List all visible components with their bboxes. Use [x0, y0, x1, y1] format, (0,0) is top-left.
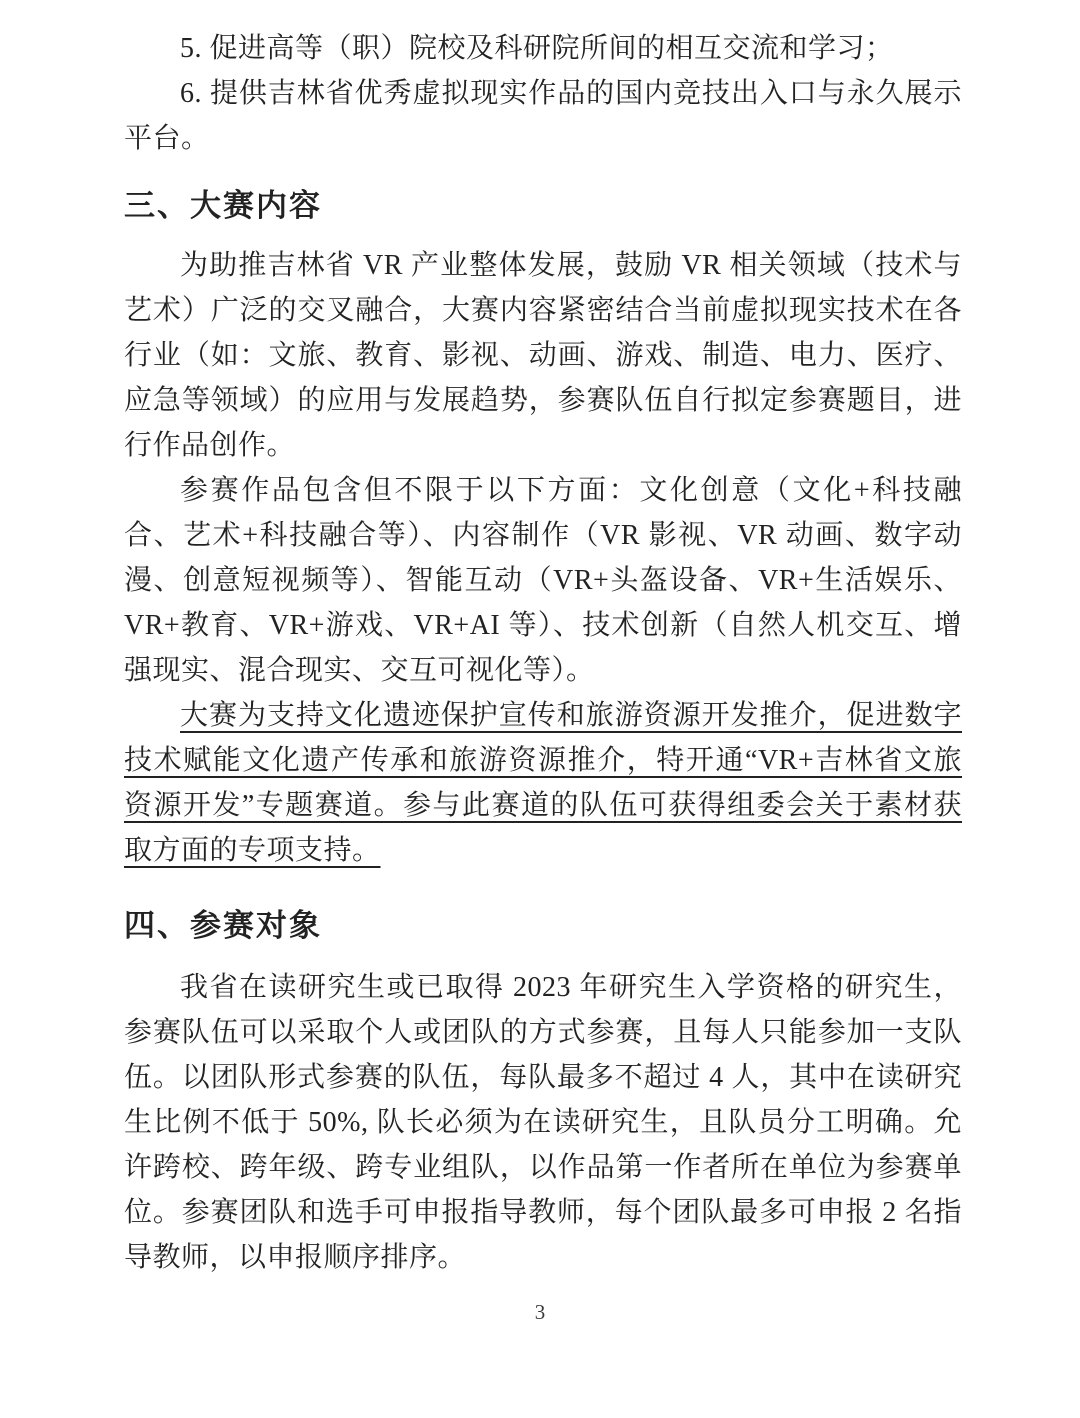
paragraph-contest-content-2: 参赛作品包含但不限于以下方面：文化创意（文化+科技融合、艺术+科技融合等）、内容制作（VR 影视、VR 动画、数字动漫、创意短视频等）、智能互动（VR+头盔设备、VR+生活娱乐、VR+教育、VR+游戏、VR+AI 等）、技术创新（自然人机交互、增强现实、混合现实、交互可视化等）。 [124, 475, 962, 686]
page-number: 3 [534, 1300, 546, 1324]
underlined-paragraph-special-track: 大赛为支持文化遗迹保护宣传和旅游资源开发推介，促进数字技术赋能文化遗产传承和旅游资源推介，特开通“VR+吉林省文旅资源开发”专题赛道。参与此赛道的队伍可获得组委会关于素材获取方面的专项支持。 [124, 700, 962, 866]
section-heading-contest-content: 三、大赛内容 [124, 188, 322, 223]
section-heading-participants: 四、参赛对象 [124, 908, 322, 943]
paragraph-contest-content-1: 为助推吉林省 VR 产业整体发展，鼓励 VR 相关领域（技术与艺术）广泛的交叉融合，大赛内容紧密结合当前虚拟现实技术在各行业（如：文旅、教育、影视、动画、游戏、制造、电力、医疗、应急等领域）的应用与发展趋势，参赛队伍自行拟定参赛题目，进行作品创作。 [124, 250, 962, 461]
paragraph-participants-1: 我省在读研究生或已取得 2023 年研究生入学资格的研究生，参赛队伍可以采取个人或团队的方式参赛，且每人只能参加一支队伍。以团队形式参赛的队伍，每队最多不超过 4 人，其中在读研究生比例不低于 50%, 队长必须为在读研究生，且队员分工明确。允许跨校、跨年级、跨专业组队，以作品第一作者所在单位为参赛单位。参赛团队和选手可申报指导教师，每个团队最多可申报 2 名指导教师，以申报顺序排序。 [124, 972, 962, 1273]
numbered-item-5: 5. 促进高等（职）院校及科研院所间的相互交流和学习； [180, 33, 894, 64]
numbered-item-6: 6. 提供吉林省优秀虚拟现实作品的国内竞技出入口与永久展示平台。 [124, 78, 962, 154]
